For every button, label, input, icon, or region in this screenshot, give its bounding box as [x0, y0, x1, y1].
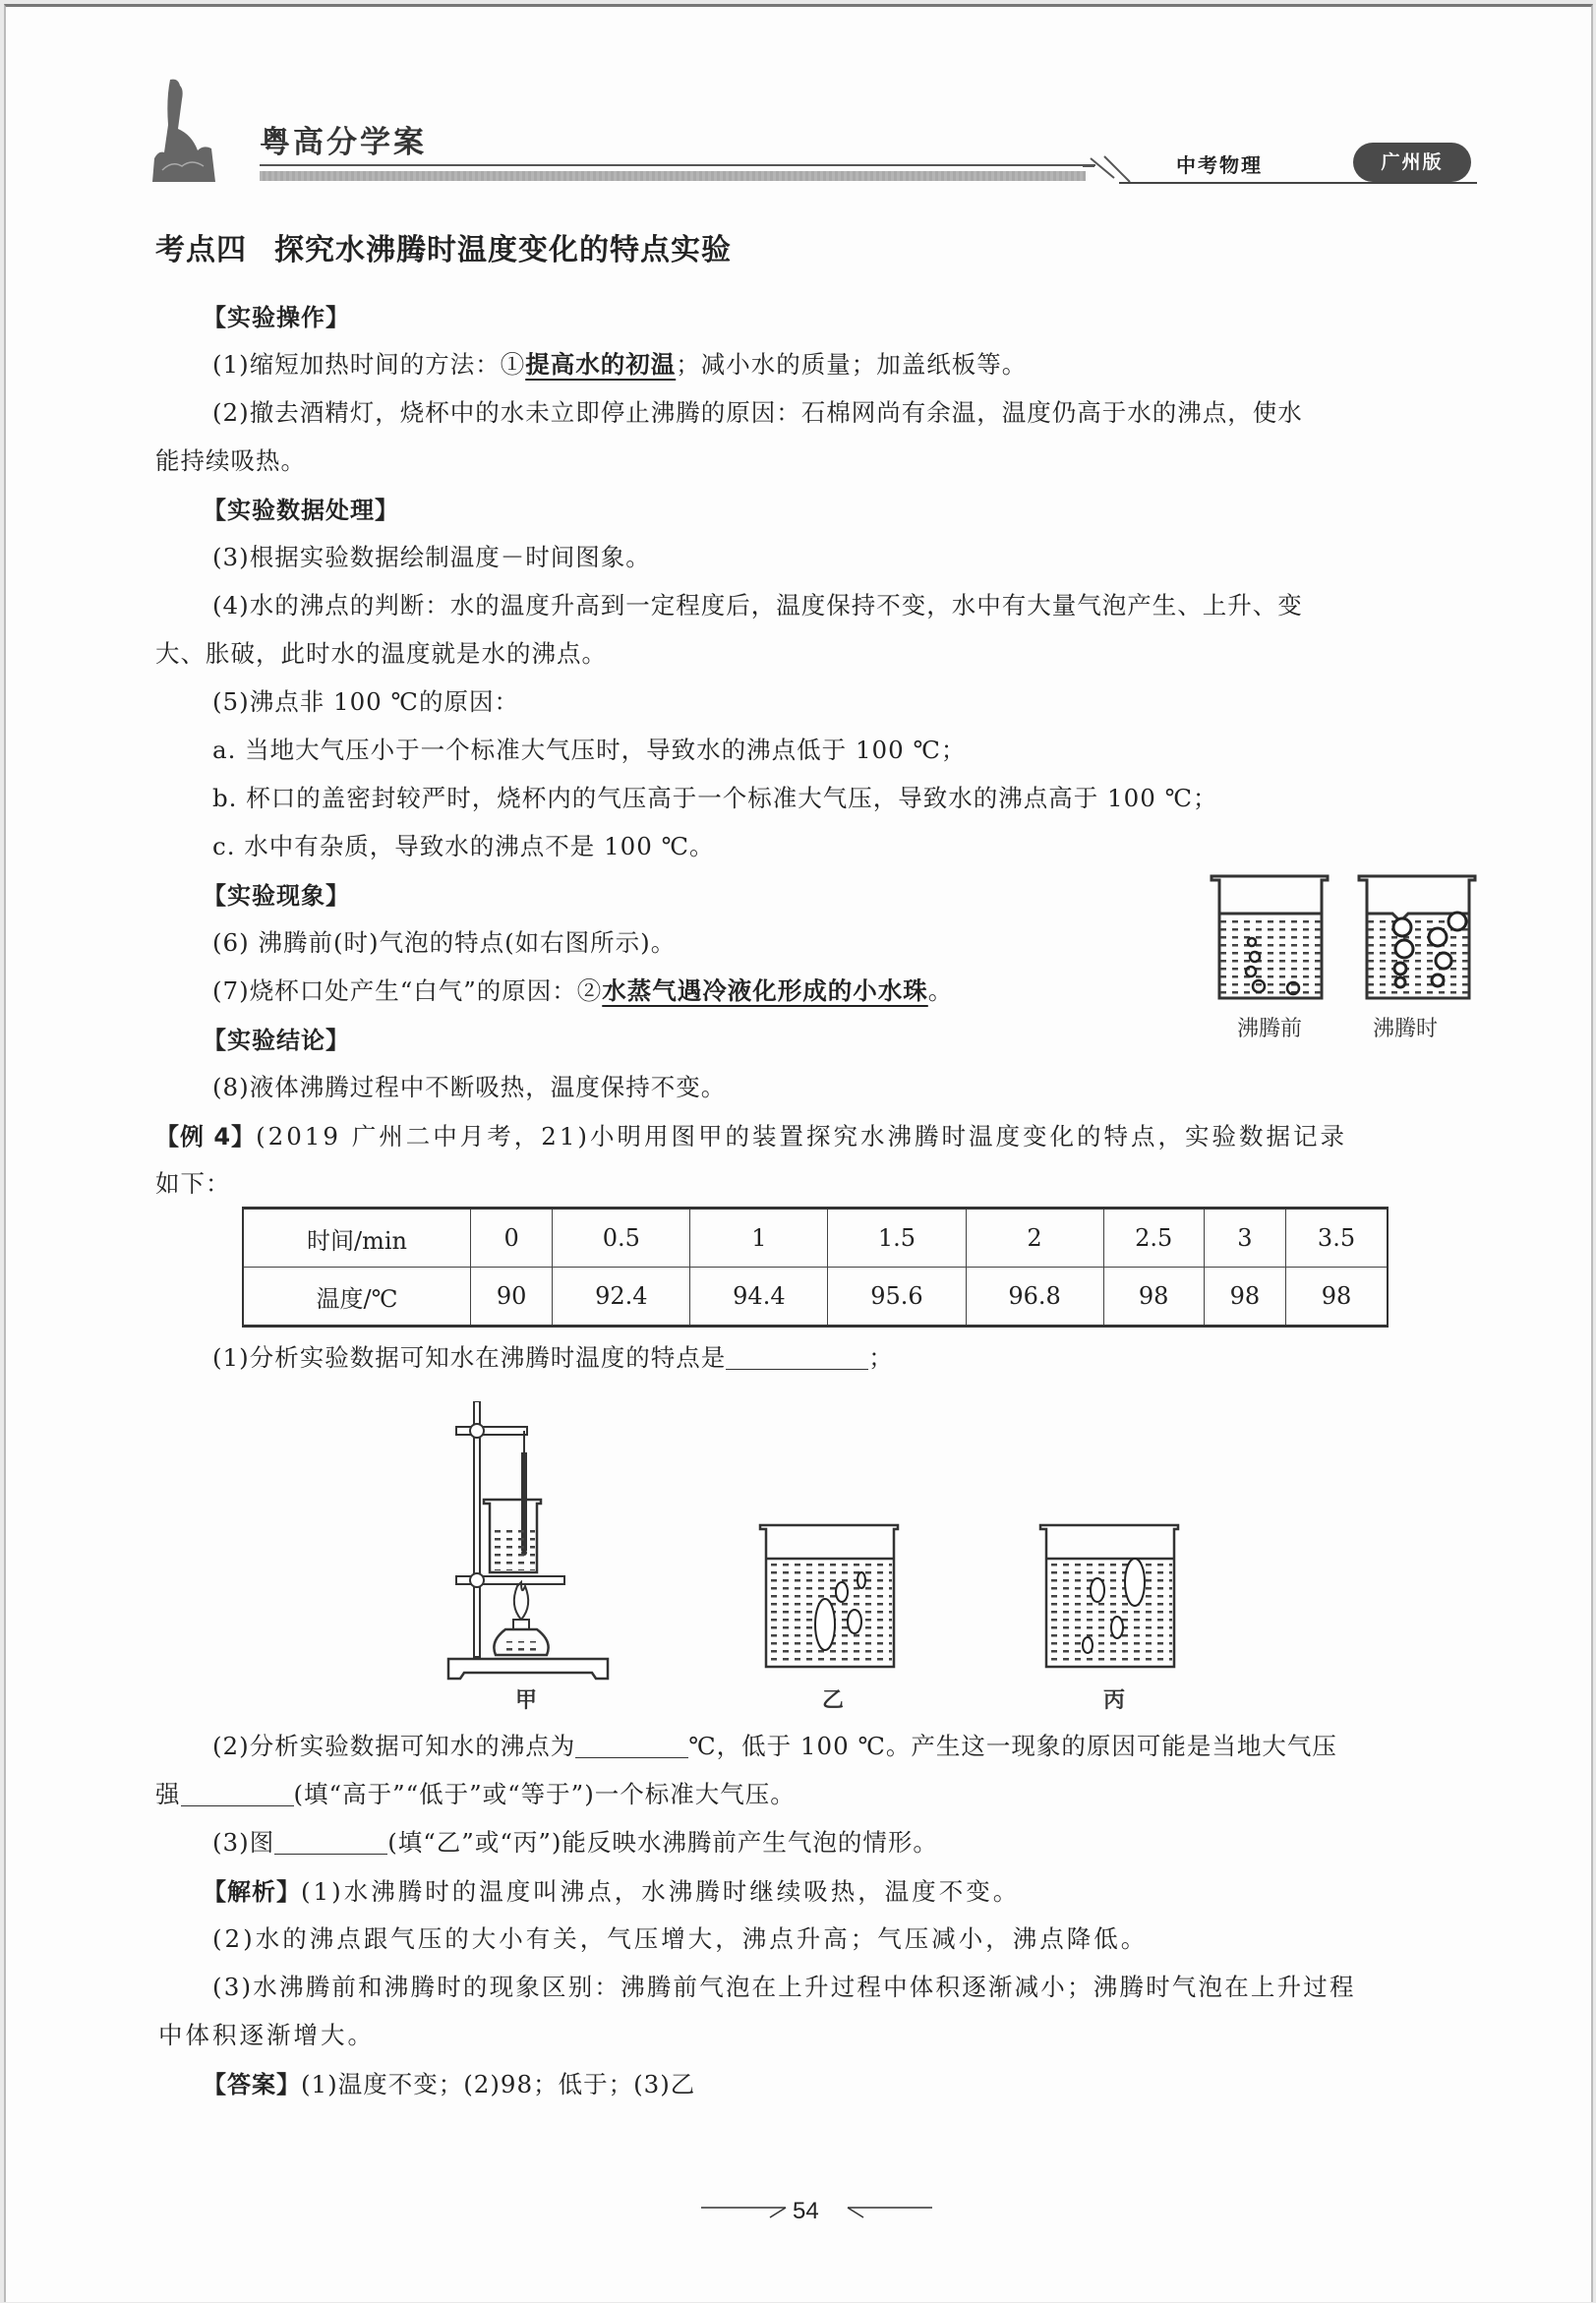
- bubbles-before-during-boiling-figure: [1208, 870, 1493, 1008]
- item-2-line-1: (2)撤去酒精灯，烧杯中的水未立即停止沸腾的原因：石棉网尚有余温，温度仍高于水的沸点，使水: [212, 398, 1303, 427]
- figure-label-yi: 乙: [822, 1688, 845, 1713]
- brand-title: 粤高分学案: [260, 125, 427, 160]
- beaker-on-stand-icon: [484, 1500, 541, 1572]
- question-2-line-2-suffix: (填“高于”“低于”或“等于”)一个标准大气压。: [293, 1780, 796, 1808]
- question-2-suffix: ℃，低于 100 ℃。产生这一现象的原因可能是当地大气压: [688, 1732, 1337, 1760]
- answer-blank-2: 水蒸气遇冷液化形成的小水珠: [602, 976, 928, 1005]
- table-cell: 1.5: [828, 1209, 966, 1268]
- question-1: [212, 1339, 894, 1374]
- item-5c: c. 水中有杂质，导致水的沸点不是 100 ℃。: [212, 832, 715, 860]
- example-stem-line-2: 如下：: [155, 1169, 231, 1198]
- section-title-prefix: 考点四: [155, 233, 247, 267]
- item-1-prefix: (1)缩短加热时间的方法：①: [212, 350, 526, 379]
- item-5b: b. 杯口的盖密封较严时，烧杯内的气压高于一个标准大气压，导致水的沸点高于 100 ℃；: [212, 784, 1218, 812]
- question-2-line-2: [155, 1776, 796, 1810]
- analysis-label: 【解析】: [203, 1878, 301, 1906]
- table-cell: 0: [471, 1209, 553, 1268]
- item-5a: a. 当地大气压小于一个标准大气压时，导致水的沸点低于 100 ℃；: [212, 736, 967, 764]
- section-title: [155, 225, 732, 268]
- table-cell: 1: [690, 1209, 828, 1268]
- beaker-during-boiling-icon: [1359, 876, 1475, 998]
- edition-badge: 广州版: [1353, 143, 1471, 182]
- section-title-text: 探究水沸腾时温度变化的特点实验: [274, 233, 732, 267]
- question-1-suffix: ；: [868, 1343, 894, 1372]
- question-2-line-2-prefix: 强: [155, 1780, 181, 1808]
- heading-data-processing: 【实验数据处理】: [203, 497, 399, 524]
- item-7-suffix: 。: [927, 976, 954, 1005]
- answer-blank-q2b[interactable]: [181, 1782, 294, 1807]
- item-7: [212, 973, 953, 1007]
- question-3-prefix: (3)图: [212, 1828, 275, 1857]
- question-2-line-1: [212, 1728, 1337, 1762]
- item-1: [212, 346, 1027, 381]
- question-3-suffix: (填“乙”或“丙”)能反映水沸腾前产生气泡的情形。: [387, 1828, 938, 1857]
- table-cell: 0.5: [553, 1209, 690, 1268]
- heading-phenomenon: 【实验现象】: [203, 882, 350, 910]
- figure-label-jia: 甲: [515, 1688, 538, 1713]
- beaker-before-boiling-icon: [1212, 876, 1328, 998]
- table-cell: 95.6: [828, 1268, 966, 1327]
- figure-label-during: 沸腾时: [1373, 1017, 1439, 1041]
- analysis-3-line-1: (3)水沸腾前和沸腾时的现象区别：沸腾前气泡在上升过程中体积逐渐减小；沸腾时气泡在上升过程: [212, 1973, 1356, 2001]
- subject-label: 中考物理: [1176, 153, 1263, 177]
- item-4-line-1: (4)水的沸点的判断：水的温度升高到一定程度后，温度保持不变，水中有大量气泡产生、上升、变: [212, 591, 1303, 620]
- question-3: [212, 1824, 938, 1859]
- table-cell: 90: [471, 1268, 553, 1327]
- item-6: (6) 沸腾前(时)气泡的特点(如右图所示)。: [212, 928, 677, 957]
- answer-blank-q1[interactable]: [726, 1345, 868, 1371]
- analysis-1: [203, 1872, 1020, 1908]
- alcohol-lamp-icon: [494, 1582, 548, 1655]
- figure-label-before: 沸腾前: [1237, 1017, 1303, 1041]
- table-row-time: [243, 1209, 1388, 1268]
- analysis-2: (2)水的沸点跟气压的大小有关，气压增大，沸点升高；气压减小，沸点降低。: [212, 1924, 1149, 1953]
- example-stem-line-1: [155, 1117, 1347, 1152]
- header-band: [260, 171, 1086, 181]
- boiling-apparatus-figure: [446, 1401, 623, 1686]
- table-cell: 98: [1103, 1268, 1204, 1327]
- item-1-suffix: ；减小水的质量；加盖纸板等。: [676, 350, 1028, 379]
- heading-conclusion: 【实验结论】: [203, 1027, 350, 1054]
- table-cell: 92.4: [553, 1268, 690, 1327]
- table-row-temperature: [243, 1268, 1388, 1327]
- table-cell: 2: [966, 1209, 1103, 1268]
- answer-blank-q2a[interactable]: [575, 1734, 688, 1759]
- item-7-prefix: (7)烧杯口处产生“白气”的原因：②: [212, 976, 603, 1005]
- figure-label-bing: 丙: [1103, 1688, 1126, 1713]
- answer-blank-q3[interactable]: [274, 1830, 387, 1856]
- heading-operation: 【实验操作】: [203, 304, 350, 331]
- analysis-3-line-2: 中体积逐渐增大。: [158, 2021, 375, 2049]
- question-2-prefix: (2)分析实验数据可知水的沸点为: [212, 1732, 576, 1760]
- analysis-1-text: (1)水沸腾时的温度叫沸点，水沸腾时继续吸热，温度不变。: [301, 1877, 1021, 1906]
- header-rule: [260, 164, 1095, 166]
- item-2-line-2: 能持续吸热。: [155, 446, 306, 475]
- example-stem-text: (2019 广州二中月考，21)小明用图甲的装置探究水沸腾时温度变化的特点，实验数据记录: [256, 1122, 1347, 1151]
- answer-label: 【答案】: [203, 2071, 301, 2098]
- beaker-yi-figure: [758, 1521, 906, 1669]
- table-cell: 2.5: [1103, 1209, 1204, 1268]
- question-1-prefix: (1)分析实验数据可知水在沸腾时温度的特点是: [212, 1343, 727, 1372]
- answer-blank-1: 提高水的初温: [525, 350, 677, 379]
- answer-line: [203, 2065, 695, 2100]
- footer-left-arrow-decoration: [699, 2202, 788, 2221]
- experiment-data-table: [242, 1207, 1389, 1328]
- beaker-bing-figure: [1038, 1521, 1186, 1669]
- footer-right-arrow-decoration: [842, 2202, 935, 2221]
- example-label: 【例 4】: [155, 1123, 257, 1151]
- item-4-line-2: 大、胀破，此时水的温度就是水的沸点。: [155, 639, 607, 668]
- table-cell: 3.5: [1286, 1209, 1388, 1268]
- table-cell: 96.8: [966, 1268, 1103, 1327]
- document-page: [4, 4, 1593, 2302]
- item-3: (3)根据实验数据绘制温度－时间图象。: [212, 543, 651, 571]
- table-cell: 94.4: [690, 1268, 828, 1327]
- table-cell: 98: [1204, 1268, 1285, 1327]
- row-header-time: 时间/min: [243, 1209, 471, 1268]
- table-cell: 98: [1286, 1268, 1388, 1327]
- table-cell: 3: [1204, 1209, 1285, 1268]
- row-header-temperature: 温度/℃: [243, 1268, 471, 1327]
- item-8: (8)液体沸腾过程中不断吸热，温度保持不变。: [212, 1073, 727, 1101]
- page-number: 54: [793, 2198, 819, 2224]
- item-5: (5)沸点非 100 ℃的原因：: [212, 687, 519, 716]
- five-goats-statue-icon: [148, 76, 227, 182]
- header-rule-right: [1119, 182, 1477, 184]
- answer-text: (1)温度不变；(2)98；低于；(3)乙: [301, 2070, 696, 2098]
